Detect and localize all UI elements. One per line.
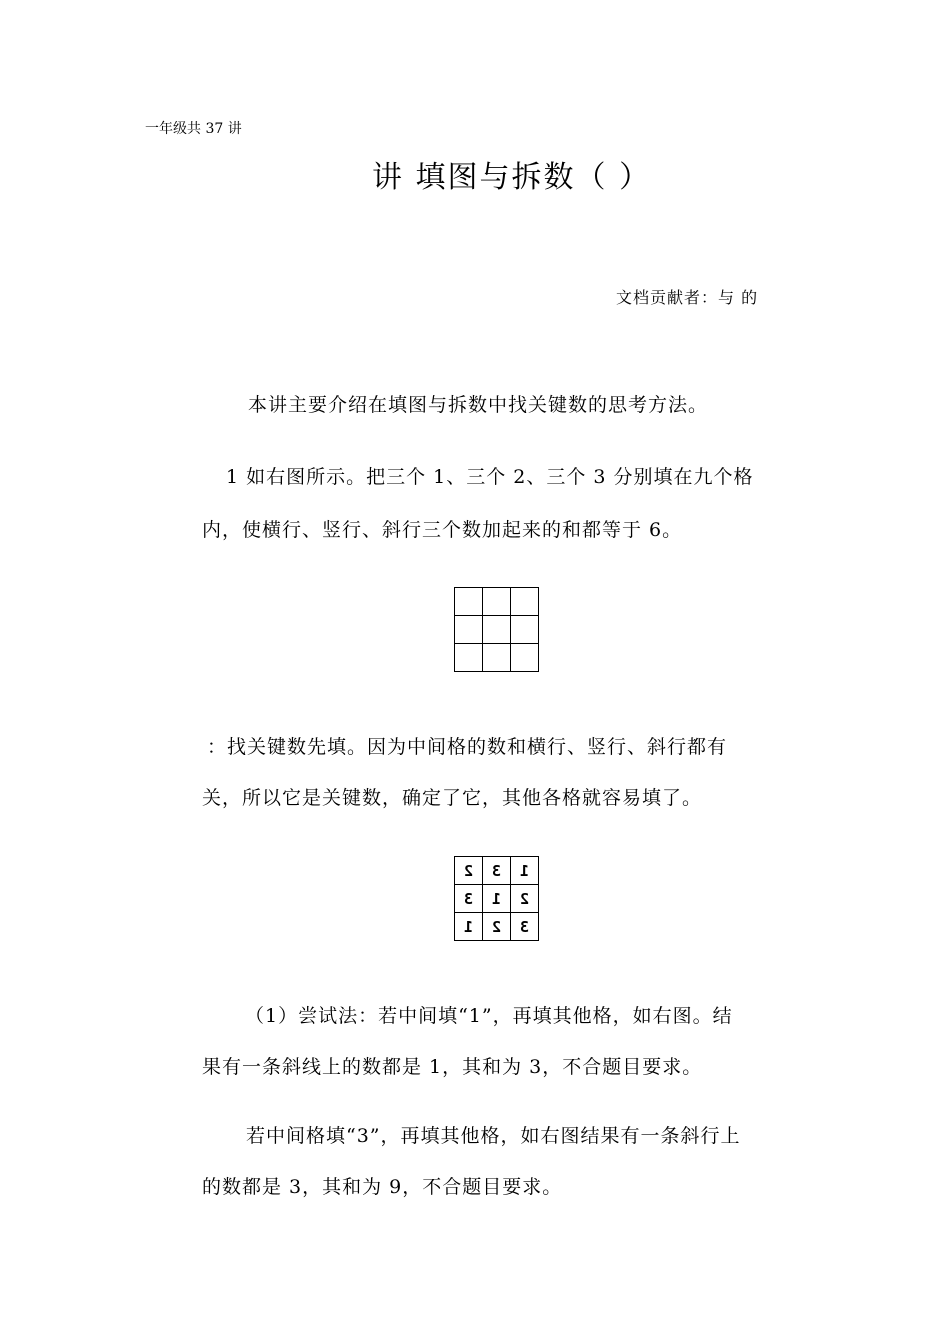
grid-row	[455, 913, 539, 941]
grid-row	[455, 885, 539, 913]
grid-digit: 2	[491, 917, 502, 936]
grid-cell	[511, 913, 539, 941]
grid-digit: 1	[519, 861, 530, 880]
grid-row	[455, 616, 539, 644]
grid-cell	[511, 588, 539, 616]
grid-digit: 3	[519, 917, 530, 936]
grid-cell	[483, 857, 511, 885]
grid-row	[455, 588, 539, 616]
grid-cell	[455, 857, 483, 885]
header-note: 一年级共 37 讲	[145, 121, 242, 137]
page-title: 讲 填图与拆数（ ）	[372, 160, 652, 195]
intro-paragraph: 本讲主要介绍在填图与拆数中找关键数的思考方法。	[248, 394, 709, 416]
grid-cell	[483, 885, 511, 913]
grid-digit: 3	[463, 889, 474, 908]
contributor-line: 文档贡献者：与 的	[616, 288, 759, 307]
grid-cell	[483, 588, 511, 616]
grid-cell	[483, 644, 511, 672]
grid-cell	[455, 588, 483, 616]
grid-digit: 2	[463, 861, 474, 880]
grid-digit: 1	[491, 889, 502, 908]
grid-cell	[511, 857, 539, 885]
grid-cell	[455, 616, 483, 644]
problem-line-1: 1 如右图所示。把三个 1、三个 2、三个 3 分别填在九个格	[226, 466, 754, 488]
grid-row	[455, 857, 539, 885]
grid-cell	[511, 616, 539, 644]
grid-cell	[483, 616, 511, 644]
grid-cell	[455, 913, 483, 941]
grid-cell	[455, 644, 483, 672]
filled-grid	[454, 856, 539, 941]
trial2-line-2: 的数都是 3，其和为 9，不合题目要求。	[202, 1176, 563, 1198]
grid-cell	[483, 913, 511, 941]
grid-digit: 2	[519, 889, 530, 908]
analysis-line-2: 关，所以它是关键数，确定了它，其他各格就容易填了。	[202, 787, 703, 809]
grid-digit: 3	[491, 861, 502, 880]
problem-line-2: 内，使横行、竖行、斜行三个数加起来的和都等于 6。	[202, 519, 683, 541]
grid-cell	[511, 885, 539, 913]
trial2-line-1: 若中间格填“3”，再填其他格，如右图结果有一条斜行上	[246, 1125, 741, 1147]
empty-grid	[454, 587, 539, 672]
grid-cell	[511, 644, 539, 672]
trial-line-1: （1）尝试法：若中间填“1”，再填其他格，如右图。结	[245, 1005, 733, 1027]
grid-digit: 1	[463, 917, 474, 936]
trial-line-2: 果有一条斜线上的数都是 1，其和为 3，不合题目要求。	[202, 1056, 703, 1078]
grid-cell	[455, 885, 483, 913]
analysis-line-1: ：找关键数先填。因为中间格的数和横行、竖行、斜行都有	[207, 736, 728, 758]
grid-row	[455, 644, 539, 672]
